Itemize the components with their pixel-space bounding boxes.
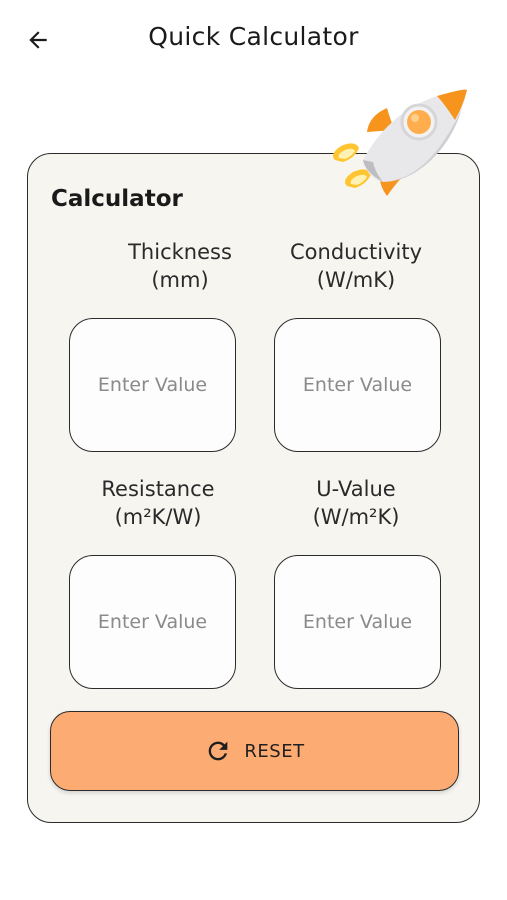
u-value-label-unit: (W/m²K) xyxy=(312,505,400,529)
conductivity-label-unit: (W/mK) xyxy=(316,268,396,292)
resistance-label-unit: (m²K/W) xyxy=(114,505,202,529)
u-value-label xyxy=(266,475,446,531)
conductivity-input[interactable] xyxy=(274,318,441,452)
thickness-label xyxy=(90,238,270,294)
thickness-label-unit: (mm) xyxy=(151,268,209,292)
resistance-label xyxy=(68,475,248,531)
card-title: Calculator xyxy=(51,186,183,212)
calculator-card xyxy=(27,153,480,823)
conductivity-label xyxy=(266,238,446,294)
thickness-label-name: Thickness xyxy=(128,240,232,264)
resistance-label-name: Resistance xyxy=(101,477,215,501)
rocket-icon xyxy=(325,82,475,202)
conductivity-label-name: Conductivity xyxy=(290,240,422,264)
thickness-input[interactable] xyxy=(69,318,236,452)
resistance-input[interactable] xyxy=(69,555,236,689)
top-app-bar xyxy=(0,0,507,80)
u-value-input[interactable] xyxy=(274,555,441,689)
reset-button-label: RESET xyxy=(244,740,305,762)
page-title: Quick Calculator xyxy=(148,22,359,51)
u-value-label-name: U-Value xyxy=(316,477,396,501)
reset-button[interactable] xyxy=(50,711,459,791)
refresh-icon xyxy=(204,737,232,765)
